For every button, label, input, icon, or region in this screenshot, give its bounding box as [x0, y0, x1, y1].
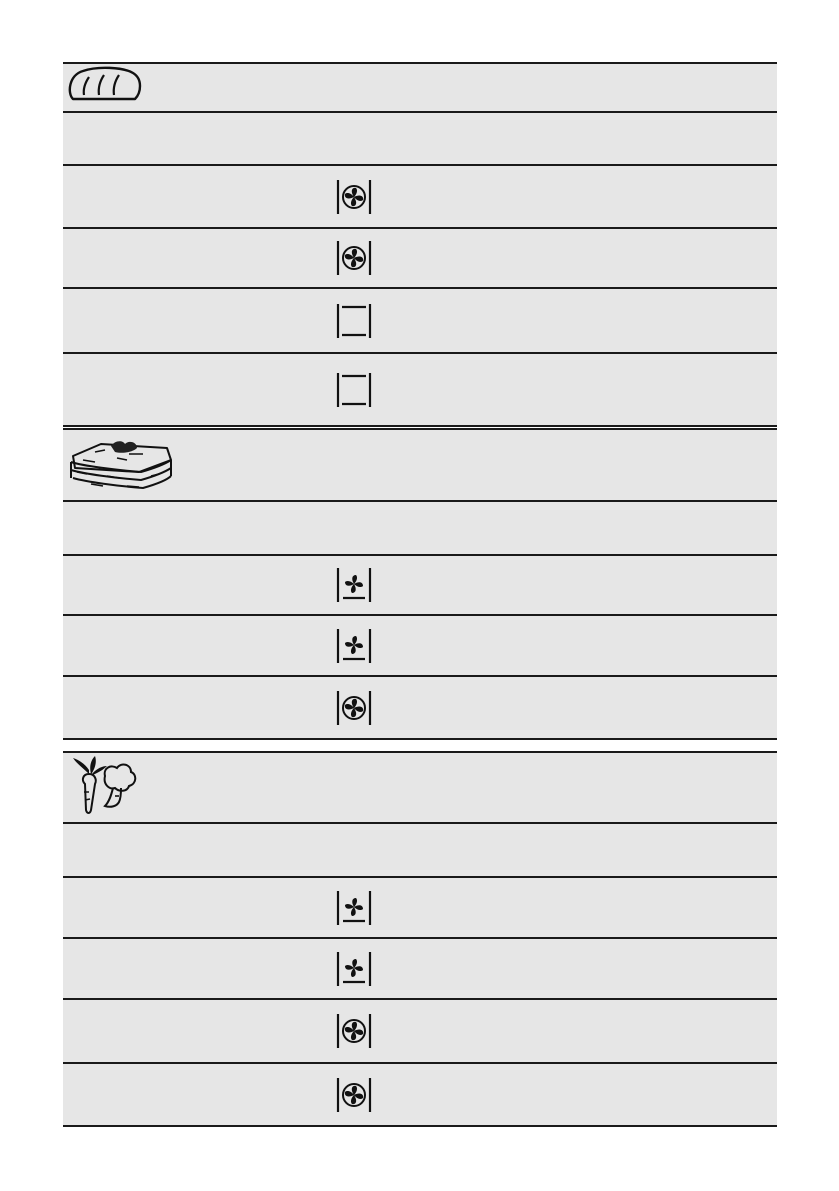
- true-fan-icon: [333, 688, 375, 728]
- table-row: [63, 677, 777, 738]
- table-row: [63, 939, 777, 1000]
- lasagne-section: [63, 428, 777, 740]
- table-row: [63, 502, 777, 556]
- table-row: [63, 166, 777, 229]
- fan-bottom-heat-icon: [333, 565, 375, 605]
- page-number: [778, 17, 820, 37]
- lasagne-icon: [67, 432, 175, 499]
- bread-icon: [67, 65, 143, 110]
- table-row: [63, 556, 777, 616]
- bread-section: [63, 62, 777, 427]
- table-row: [63, 616, 777, 677]
- conventional-icon: [333, 301, 375, 341]
- table-row: [63, 878, 777, 939]
- table-row: [63, 113, 777, 166]
- true-fan-icon: [333, 1075, 375, 1115]
- table-row: [63, 1064, 777, 1125]
- vegetables-section: [63, 751, 777, 1127]
- true-fan-icon: [333, 238, 375, 278]
- section-header: [63, 753, 777, 824]
- conventional-icon: [333, 370, 375, 410]
- table-row: [63, 1000, 777, 1064]
- fan-bottom-heat-icon: [333, 626, 375, 666]
- fan-bottom-heat-icon: [333, 888, 375, 928]
- table-row: [63, 354, 777, 425]
- true-fan-icon: [333, 1011, 375, 1051]
- table-row: [63, 824, 777, 878]
- section-header: [63, 430, 777, 502]
- vegetables-icon: [67, 754, 143, 821]
- fan-bottom-heat-icon: [333, 949, 375, 989]
- true-fan-icon: [333, 177, 375, 217]
- section-header: [63, 64, 777, 113]
- table-row: [63, 229, 777, 289]
- table-row: [63, 289, 777, 354]
